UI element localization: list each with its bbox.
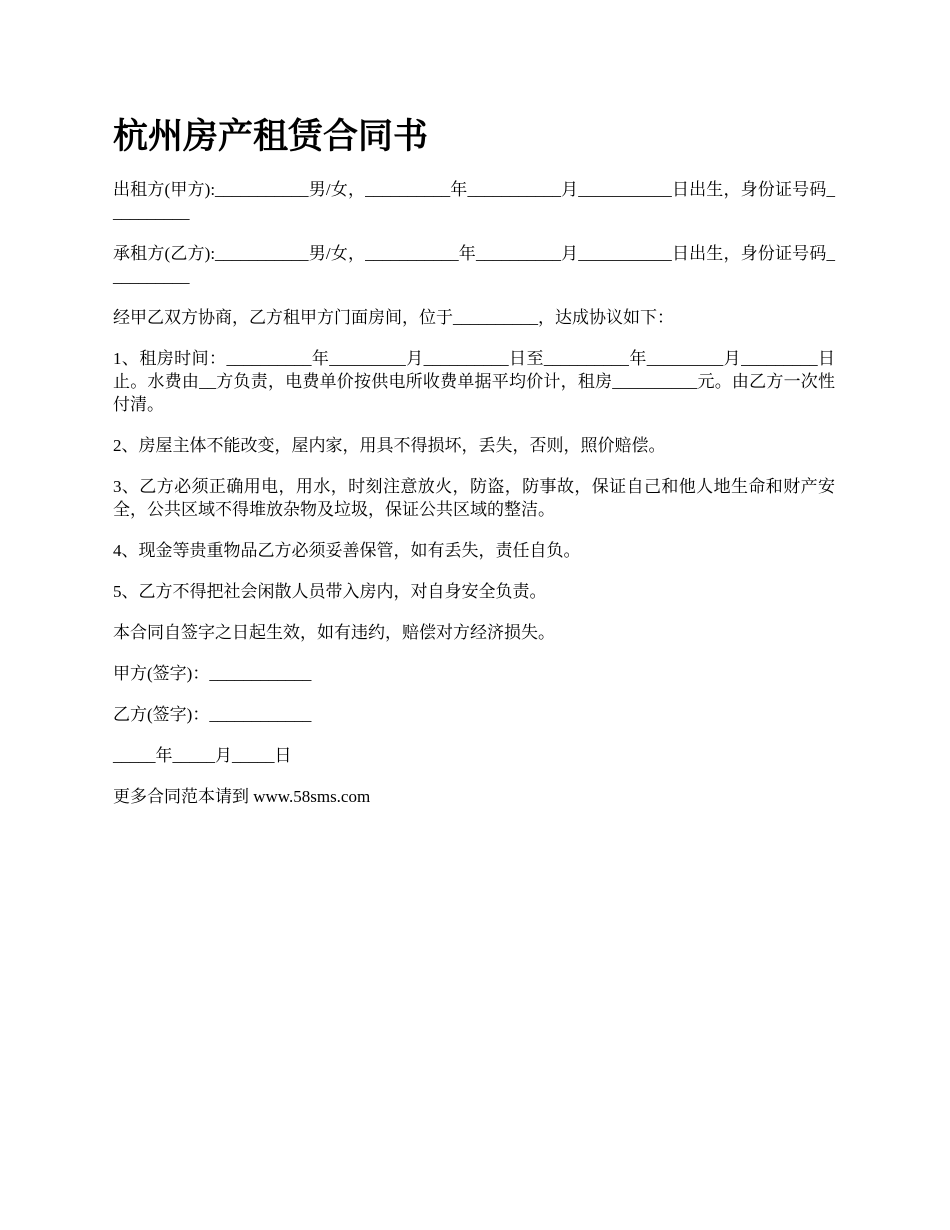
clause-2-property-damage: 2、房屋主体不能改变，屋内家，用具不得损坏，丢失，否则，照价赔偿。 — [113, 436, 666, 455]
lessor-info-paragraph: 出租方(甲方):___________男/女，__________年___________月___________日出生，身份证号码__________ — [113, 180, 835, 222]
party-b-signature-line: 乙方(签字)：____________ — [113, 705, 312, 724]
footer-more-templates: 更多合同范本请到 www.58sms.com — [113, 787, 371, 806]
clause-5-visitors: 5、乙方不得把社会闲散人员带入房内，对自身安全负责。 — [113, 582, 547, 601]
document-title: 杭州房产租赁合同书 — [113, 116, 429, 157]
signing-date-line: _____年_____月_____日 — [113, 746, 292, 765]
contract-document — [113, 112, 835, 826]
clause-4-valuables: 4、现金等贵重物品乙方必须妥善保管，如有丢失，责任自负。 — [113, 541, 581, 560]
clause-3-safety: 3、乙方必须正确用电，用水，时刻注意放火，防盗，防事故，保证自己和他人地生命和财产安全，公共区域不得堆放杂物及垃圾，保证公共区域的整洁。 — [113, 477, 835, 519]
lessee-info-paragraph: 承租方(乙方):___________男/女，___________年__________月___________日出生，身份证号码__________ — [113, 244, 835, 286]
agreement-intro-paragraph: 经甲乙双方协商，乙方租甲方门面房间，位于__________，达成协议如下： — [113, 308, 674, 327]
party-a-signature-line: 甲方(签字)：____________ — [113, 664, 312, 683]
effective-clause: 本合同自签字之日起生效，如有违约，赔偿对方经济损失。 — [113, 623, 555, 642]
clause-1-rental-period: 1、租房时间：__________年_________月__________日至__________年_________月_________日止。水费由__方负责，电费单价按供电所收费单据平均价计，租房__________元。由乙方一次性付清。 — [113, 349, 835, 414]
